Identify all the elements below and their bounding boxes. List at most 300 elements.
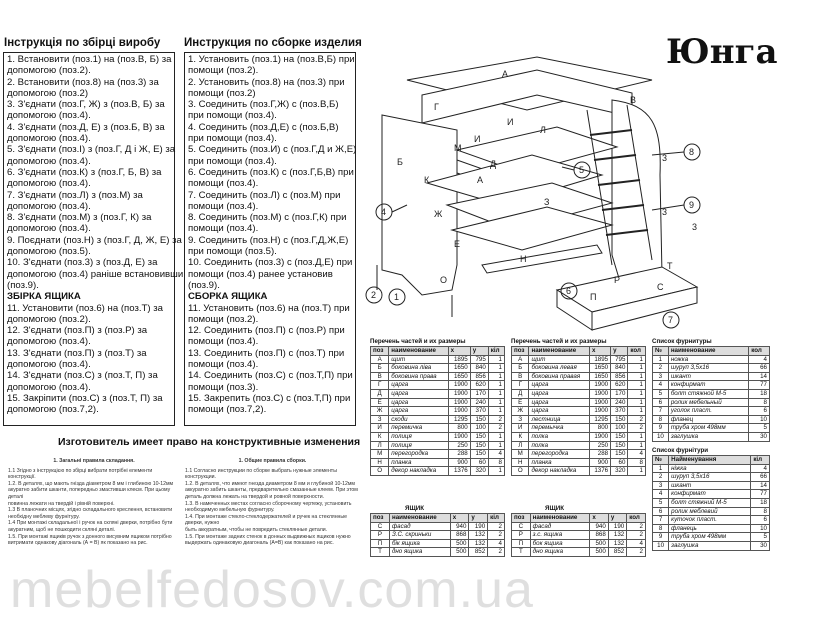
- table-cell: 1900: [589, 381, 610, 390]
- table-row: [653, 473, 770, 482]
- table-cell: А: [512, 355, 529, 364]
- ukr-instructions-box: [3, 52, 184, 426]
- table-cell: перемичка: [389, 424, 448, 433]
- instruction-line: (поз.9).: [188, 279, 220, 291]
- rules-line: необходимую мебельную фурнитуру.: [185, 507, 275, 514]
- table-cell: болт стяжной М-5: [668, 389, 748, 398]
- instruction-line: 15. Закрепить (поз.С) с (поз.Т,П) при: [188, 392, 351, 404]
- part-label: П: [590, 292, 597, 302]
- table-cell: 1: [488, 372, 504, 381]
- table-cell: дно ящика: [530, 548, 590, 557]
- table-cell: 250: [589, 441, 610, 450]
- table-header: y: [611, 347, 628, 356]
- table-cell: 620: [611, 381, 628, 390]
- table-cell: ролик мебельный: [668, 398, 748, 407]
- table-cell: 500: [590, 539, 608, 548]
- table-cell: З: [371, 415, 389, 424]
- table-row: [512, 355, 646, 364]
- rules-line: деталь должна лежать на твердой и ровной поверхности.: [185, 493, 325, 500]
- table-row: [371, 522, 505, 531]
- instruction-line: помощи (поз.4).: [188, 359, 259, 371]
- table-row: [371, 441, 505, 450]
- part-label: Т: [667, 261, 673, 271]
- table-cell: труба хром 498мм: [669, 533, 751, 542]
- instruction-line: 13. Соединить (поз.П) с (поз.Т) при: [188, 347, 345, 359]
- table-header: x: [448, 347, 470, 356]
- rules-line: быть аккуратным, чтобы не повредить стеклянные детали.: [185, 526, 328, 533]
- rules-line: 1.2. В деталях, что имеют гнезда диаметром 8 мм и глубиной 10-12мм: [185, 480, 355, 487]
- table-row: [371, 364, 505, 373]
- table-cell: 4: [653, 490, 669, 499]
- instruction-line: допомогою (поз.4).: [7, 200, 91, 212]
- table-row: [371, 424, 505, 433]
- instruction-line: допомогою (поз.2): [7, 87, 89, 99]
- table-row: [512, 407, 646, 416]
- table-cell: 60: [470, 458, 488, 467]
- table-row: [371, 539, 505, 548]
- table-header: y: [608, 514, 626, 523]
- table-cell: 14: [749, 372, 770, 381]
- table-cell: 900: [589, 458, 610, 467]
- part-label: Р: [614, 275, 621, 285]
- table-cell: А: [371, 355, 389, 364]
- part-label: А: [502, 69, 509, 79]
- fitting-label: 8: [689, 147, 695, 157]
- table-cell: перегородка: [389, 450, 448, 459]
- table-cell: Б: [371, 364, 389, 373]
- rules-line: 1.2. В деталях, що мають гнізда діаметром 8 мм і глибиною 10-12мм: [8, 480, 174, 487]
- assembly-diagram: [362, 55, 712, 340]
- table-cell: 190: [608, 522, 626, 531]
- table-cell: 2: [488, 548, 505, 557]
- table-header: наименование: [529, 347, 589, 356]
- table-row: [371, 548, 505, 557]
- ukr-instructions-title: Інструкція по збірці виробу: [4, 37, 161, 49]
- table-row: [653, 424, 770, 433]
- instruction-line: 9. Соединить (поз.Н) с (поз.Г,Д,Ж,Е): [188, 234, 349, 246]
- table-cell: шкант: [668, 372, 748, 381]
- table-cell: 1: [628, 441, 646, 450]
- table-cell: 150: [611, 441, 628, 450]
- instruction-line: 2. Встановити (поз.8) на (поз.3) за: [7, 76, 159, 88]
- table-cell: конфирмат: [669, 490, 751, 499]
- fitting-label: 3: [692, 222, 698, 232]
- table-cell: 2: [653, 364, 669, 373]
- table-row: [653, 516, 770, 525]
- instruction-line: помощи (поз.7,2).: [188, 404, 267, 416]
- part-label: З: [544, 197, 550, 207]
- table-row: [653, 415, 770, 424]
- table-cell: Ж: [371, 407, 389, 416]
- table-cell: Е: [371, 398, 389, 407]
- table-cell: 100: [470, 424, 488, 433]
- instruction-line: ЗБІРКА ЯЩИКА: [7, 291, 81, 303]
- instruction-line: допомогою (поз.5).: [7, 246, 91, 258]
- instruction-line: 8. Соединить (поз.М) с (поз.Г,К) при: [188, 212, 347, 224]
- table-cell: боковина права: [389, 372, 448, 381]
- table-header: y: [469, 514, 488, 523]
- table-cell: 1: [488, 355, 504, 364]
- table-row: [512, 381, 646, 390]
- table-cell: заглушка: [668, 432, 748, 441]
- instruction-line: допомогою (поз.2).: [7, 65, 91, 77]
- table-cell: полиця: [389, 432, 448, 441]
- table-header: Найменування: [669, 456, 751, 465]
- table-row: [653, 364, 770, 373]
- table-row: [512, 364, 646, 373]
- table-cell: 77: [751, 490, 770, 499]
- table-cell: О: [512, 467, 529, 476]
- table-cell: царга: [529, 389, 589, 398]
- table-cell: шуруп 3,5х16: [669, 473, 751, 482]
- instruction-line: 11. Установить (поз.6) на (поз.Т) при: [188, 302, 350, 314]
- instruction-line: 12. Соединить (поз.П) с (поз.Р) при: [188, 325, 345, 337]
- table-cell: 1900: [448, 407, 470, 416]
- instruction-line: 14. З'єднати (поз.С) з (поз.Т, П) за: [7, 370, 158, 382]
- table-cell: 4: [628, 450, 646, 459]
- table-cell: 620: [470, 381, 488, 390]
- table-header: наименование: [530, 514, 590, 523]
- instruction-line: 3. З'єднати (поз.Г, Ж) з (поз.В, Б) за: [7, 99, 165, 111]
- instruction-line: при помощи (поз.4).: [188, 155, 277, 167]
- instruction-line: (поз.9).: [7, 279, 39, 291]
- instruction-line: 2. Установить (поз.8) на (поз.3) при: [188, 76, 345, 88]
- table-cell: фасад: [389, 522, 450, 531]
- table-cell: 840: [470, 364, 488, 373]
- table-cell: С: [371, 522, 390, 531]
- table-cell: Д: [371, 389, 389, 398]
- table-cell: 1900: [448, 398, 470, 407]
- rules-line: 1.5. При монтажі ящиків ручок з донного висувним ящиком потрібно: [8, 533, 172, 540]
- box-ua-table: [370, 513, 505, 557]
- table-cell: 1: [628, 432, 646, 441]
- instruction-line: помощи (поз.3).: [188, 381, 259, 393]
- table-cell: Б: [512, 364, 529, 373]
- table-cell: бік ящика: [389, 539, 450, 548]
- table-cell: О: [371, 467, 389, 476]
- instruction-line: 14. Соединить (поз.С) с (поз.Т,П) при: [188, 370, 353, 382]
- table-cell: 10: [749, 415, 770, 424]
- part-label: Н: [520, 254, 527, 264]
- table-cell: Л: [371, 441, 389, 450]
- table-cell: шуруп 3,5х16: [668, 364, 748, 373]
- table-cell: 8: [488, 458, 504, 467]
- table-cell: 940: [450, 522, 469, 531]
- table-cell: 8: [628, 458, 646, 467]
- table-row: [653, 541, 770, 550]
- fitting-label: 5: [579, 165, 585, 175]
- rules-line: 1.3 В планочних місцях, згідно складального креслення, встановити: [8, 507, 173, 514]
- table-header: x: [450, 514, 469, 523]
- fittings-ua-table: [652, 455, 770, 551]
- table-cell: 500: [450, 539, 469, 548]
- table-cell: 250: [448, 441, 470, 450]
- table-cell: 6: [749, 407, 770, 416]
- rules-line: 1.1 Согласно инструкции по сборке выбрать нужные элементы конструкции.: [185, 467, 337, 481]
- table-row: [512, 415, 646, 424]
- table-cell: 1: [488, 364, 504, 373]
- table-cell: 2: [488, 415, 504, 424]
- table-cell: 800: [589, 424, 610, 433]
- table-row: [371, 450, 505, 459]
- table-cell: 1: [488, 381, 504, 390]
- instruction-line: при помощи (поз.5).: [188, 246, 277, 258]
- table-cell: З.С. скриньки: [389, 531, 450, 540]
- instruction-line: 7. Соединить (поз.Л) с (поз.М) при: [188, 189, 341, 201]
- table-cell: 1295: [448, 415, 470, 424]
- table-cell: 132: [608, 539, 626, 548]
- table-header: поз: [512, 514, 531, 523]
- rules-line: выдержать одинаковую диагональ (А=В) как показано на рис.: [185, 540, 334, 547]
- table-cell: фасад: [530, 522, 590, 531]
- table-cell: полка: [529, 441, 589, 450]
- table-cell: Г: [512, 381, 529, 390]
- part-label: О: [440, 275, 448, 285]
- rules-line: 1.4. При монтаже стекло-стеклодержателей и ручек на стеклянные дверки, нужно: [185, 513, 348, 527]
- table-cell: фланец: [668, 415, 748, 424]
- parts-ua-table: [370, 346, 505, 476]
- table-cell: сходи: [389, 415, 448, 424]
- table-cell: Л: [512, 441, 529, 450]
- table-cell: 1: [628, 381, 646, 390]
- table-header: кол: [627, 514, 646, 523]
- table-cell: 4: [627, 539, 646, 548]
- table-cell: К: [512, 432, 529, 441]
- table-cell: 4: [488, 450, 504, 459]
- table-cell: 1: [628, 355, 646, 364]
- table-cell: Ж: [512, 407, 529, 416]
- table-header: №: [653, 456, 669, 465]
- table-cell: 190: [469, 522, 488, 531]
- instruction-line: 6. Соединить (поз.К) с (поз.Г,Б,В) при: [188, 166, 354, 178]
- table-row: [512, 458, 646, 467]
- table-cell: 1: [488, 467, 504, 476]
- table-row: [512, 467, 646, 476]
- table-row: [653, 524, 770, 533]
- instruction-line: допомогою (поз.4).: [7, 178, 91, 190]
- rules-line: 1.5. При монтаже задних стенок в донных выдвижных ящиков нужно: [185, 533, 351, 540]
- table-cell: 1895: [589, 355, 610, 364]
- table-row: [653, 372, 770, 381]
- table-cell: лестница: [529, 415, 589, 424]
- table-cell: 1650: [589, 364, 610, 373]
- parts-ua-title: Перечень частей и их размеры: [370, 338, 466, 345]
- instruction-line: 13. З'єднати (поз.П) з (поз.Т) за: [7, 347, 147, 359]
- table-cell: 1: [488, 432, 504, 441]
- table-header: наименование: [389, 347, 448, 356]
- table-cell: 14: [751, 481, 770, 490]
- part-label: И: [507, 117, 514, 127]
- fittings-ru-title: Список фурнитуры: [652, 338, 712, 345]
- table-cell: 1900: [448, 381, 470, 390]
- table-cell: 150: [611, 450, 628, 459]
- table-cell: И: [512, 424, 529, 433]
- rules-line: 1.3. В намеченных местах согласно сборочному чертежу, установить: [185, 500, 352, 507]
- instruction-line: при помощи (поз.4).: [188, 133, 277, 145]
- table-row: [512, 398, 646, 407]
- table-cell: 868: [450, 531, 469, 540]
- instruction-line: допомогою (поз.4).: [7, 381, 91, 393]
- table-cell: 500: [450, 548, 469, 557]
- rules-line: акуратним, щоб не пошкодити скляні деталі.: [8, 526, 116, 533]
- table-cell: Н: [371, 458, 389, 467]
- table-header: x: [589, 347, 610, 356]
- fitting-label: 6: [566, 286, 572, 296]
- table-header: поз: [512, 347, 529, 356]
- instruction-line: 11. Установити (поз.6) на (поз.Т) за: [7, 302, 163, 314]
- instruction-line: допомогою (поз.4).: [7, 155, 91, 167]
- table-row: [512, 548, 646, 557]
- table-cell: 800: [448, 424, 470, 433]
- table-cell: Н: [512, 458, 529, 467]
- rus-instructions-box: [184, 52, 356, 426]
- instruction-line: помощи (поз.4).: [188, 223, 259, 235]
- table-cell: Д: [512, 389, 529, 398]
- table-cell: 500: [590, 548, 608, 557]
- table-cell: К: [371, 432, 389, 441]
- table-row: [512, 424, 646, 433]
- rules-title: 1. Загальні правила складання.: [53, 458, 135, 464]
- table-cell: 7: [653, 407, 669, 416]
- box-ru-table: [511, 513, 646, 557]
- manufacturer-note: Изготовитель имеет право на конструктивные изменения: [58, 436, 361, 448]
- table-cell: 8: [749, 398, 770, 407]
- table-cell: 9: [653, 424, 669, 433]
- table-cell: царга: [529, 407, 589, 416]
- part-label: Ж: [434, 209, 443, 219]
- instruction-line: допомогою (поз.4).: [7, 133, 91, 145]
- table-row: [653, 381, 770, 390]
- table-cell: 1: [488, 398, 504, 407]
- table-cell: 132: [608, 531, 626, 540]
- rules-line: повинна лежати на твердій і рівній поверхні.: [8, 500, 115, 507]
- table-header: кіл: [751, 456, 770, 465]
- table-row: [512, 522, 646, 531]
- table-cell: щит: [389, 355, 448, 364]
- part-label: И: [474, 134, 481, 144]
- table-cell: 3: [653, 481, 669, 490]
- table-cell: М: [371, 450, 389, 459]
- table-cell: 18: [751, 498, 770, 507]
- instruction-line: допомогою (поз.2).: [7, 313, 91, 325]
- table-cell: 900: [448, 458, 470, 467]
- table-cell: ніжка: [669, 464, 751, 473]
- table-cell: Е: [512, 398, 529, 407]
- table-row: [371, 407, 505, 416]
- table-cell: 1900: [589, 432, 610, 441]
- instruction-line: 6. З'єднати (поз.К) з (поз.Г, Б, В) за: [7, 166, 162, 178]
- table-cell: 852: [608, 548, 626, 557]
- table-cell: 1: [653, 355, 669, 364]
- table-cell: 6: [653, 398, 669, 407]
- instruction-line: 5. Соединить (поз.И) с (поз.Г,Д и Ж,Е): [188, 144, 357, 156]
- table-cell: 30: [751, 541, 770, 550]
- table-cell: 10: [751, 524, 770, 533]
- table-row: [653, 464, 770, 473]
- fittings-ru-table: [652, 346, 770, 442]
- table-cell: 6: [751, 516, 770, 525]
- table-row: [371, 415, 505, 424]
- rules-title: 1. Общие правила сборки.: [238, 458, 307, 464]
- table-row: [512, 389, 646, 398]
- table-cell: 2: [488, 531, 505, 540]
- table-cell: фланець: [669, 524, 751, 533]
- fitting-label: 3: [662, 153, 668, 163]
- table-cell: полиця: [389, 441, 448, 450]
- table-cell: 150: [470, 441, 488, 450]
- watermark: mebelfedosov.com.ua: [10, 561, 534, 619]
- table-cell: ролик меблевий: [669, 507, 751, 516]
- table-row: [371, 531, 505, 540]
- table-header: наименование: [389, 514, 450, 523]
- table-cell: 66: [751, 473, 770, 482]
- table-cell: царга: [389, 381, 448, 390]
- table-cell: 1900: [448, 389, 470, 398]
- instruction-line: допомогою (поз.4).: [7, 359, 91, 371]
- table-cell: С: [512, 522, 531, 531]
- table-cell: 2: [627, 548, 646, 557]
- table-cell: царга: [389, 389, 448, 398]
- instruction-line: помощи (поз.2).: [188, 65, 259, 77]
- table-cell: 100: [611, 424, 628, 433]
- table-cell: 2: [627, 531, 646, 540]
- table-cell: 2: [628, 424, 646, 433]
- instruction-line: 1. Установить (поз.1) на (поз.В,Б) при: [188, 54, 355, 65]
- table-cell: В: [512, 372, 529, 381]
- table-cell: М: [512, 450, 529, 459]
- table-cell: П: [512, 539, 531, 548]
- rules-ru: [185, 458, 360, 547]
- table-cell: 240: [611, 398, 628, 407]
- table-cell: 5: [653, 389, 669, 398]
- table-cell: 288: [589, 450, 610, 459]
- table-cell: царга: [529, 381, 589, 390]
- table-cell: 150: [470, 432, 488, 441]
- table-cell: 4: [751, 464, 770, 473]
- table-cell: 150: [470, 415, 488, 424]
- table-cell: 1: [628, 364, 646, 373]
- table-cell: 1376: [448, 467, 470, 476]
- table-cell: 2: [653, 473, 669, 482]
- instruction-line: 3. Соединить (поз.Г,Ж) с (поз.В,Б): [188, 99, 339, 111]
- table-header: кол: [628, 347, 646, 356]
- table-cell: труба хром 498мм: [668, 424, 748, 433]
- table-cell: 170: [470, 389, 488, 398]
- table-cell: 852: [469, 548, 488, 557]
- instruction-line: при помощи (поз.4).: [188, 110, 277, 122]
- table-cell: планка: [389, 458, 448, 467]
- table-cell: боковина левая: [529, 364, 589, 373]
- instruction-line: допомогою (поз.7,2).: [7, 404, 99, 416]
- table-row: [653, 389, 770, 398]
- table-row: [653, 398, 770, 407]
- table-cell: 1: [488, 407, 504, 416]
- table-cell: 1: [653, 464, 669, 473]
- table-row: [371, 458, 505, 467]
- table-header: поз: [371, 347, 389, 356]
- table-cell: 8: [653, 415, 669, 424]
- table-row: [371, 432, 505, 441]
- part-label: В: [630, 95, 637, 105]
- table-cell: 1900: [448, 432, 470, 441]
- table-row: [512, 432, 646, 441]
- table-cell: заглушка: [669, 541, 751, 550]
- table-row: [371, 389, 505, 398]
- fitting-label: 4: [381, 207, 387, 217]
- table-header: кіл: [488, 347, 504, 356]
- table-row: [653, 481, 770, 490]
- table-cell: царга: [389, 407, 448, 416]
